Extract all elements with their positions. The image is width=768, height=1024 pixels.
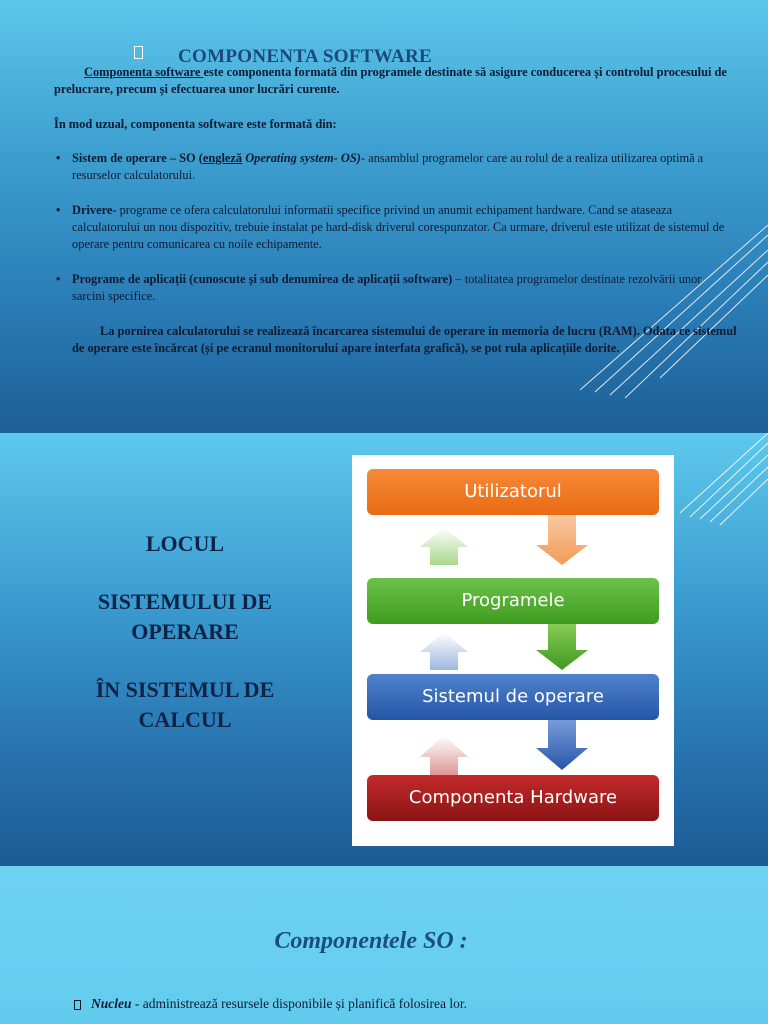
arrow-up-icon: [420, 632, 468, 670]
slide-title: COMPONENTA SOFTWARE: [178, 46, 432, 67]
arrow-up-icon: [420, 527, 468, 565]
list-item-aplicatii: • Programe de aplicații (cunoscute și sub denumirea de aplicații software) – totalitatea programelor destinate rezolvării unor sarcini specifice.: [56, 272, 702, 303]
locul-title: [60, 529, 310, 735]
so-text: - ansamblul programelor care au rolul de a realiza utilizarea optimă a resurselor calculatorului.: [72, 151, 704, 182]
drv-term: Drivere-: [72, 203, 117, 217]
locul-line-1: LOCUL: [145, 531, 225, 556]
layer-componenta-hardware: Componenta Hardware: [367, 775, 659, 821]
intro-term: Componenta software: [84, 65, 204, 79]
componentele-title: Componentele SO :: [274, 928, 468, 954]
intro-text: este componenta formată din programele destinate să asigure conducerea și controlul procesului de prelucrare, precum și efectuarea unor lucrări curente.: [54, 65, 727, 96]
arrow-down-icon: [536, 715, 588, 770]
so-en-term: Operating system- OS): [242, 151, 361, 165]
slide-componenta-software: [0, 0, 768, 433]
list-item-drivere: • Drivere- programe ce ofera calculatorului informatii specifice privind un anumit echipament hardware. Cand se ataseaza calculatorului un nou dispozitiv, trebuie instalat pe hard-disk driverul corespunzator. Ca urmare, driverul este utilizat de sistemul de operare pentru comunicarea cu noile echipamente.: [56, 203, 725, 251]
app-text: – totalitatea programelor destinate rezolvării unor sarcini specifice.: [72, 272, 702, 303]
layer-sistemul-de-operare: Sistemul de operare: [367, 674, 659, 720]
arrow-down-icon: [536, 620, 588, 670]
layer-utilizatorul: Utilizatorul: [367, 469, 659, 515]
nucleu-term: Nucleu: [91, 996, 132, 1011]
locul-line-3: ÎN SISTEMUL DE CALCUL: [95, 677, 275, 732]
app-term: Programe de aplicații (cunoscute și sub denumirea de aplicații software): [72, 272, 453, 286]
drv-text: programe ce ofera calculatorului informatii specifice privind un anumit echipament hardware. Cand se ataseaza calculatorului un nou dispozitiv, trebuie instalat pe hard-disk driverul corespunzator. Ca urmare, driverul este utilizat de sistemul de operare pentru comunicarea cu noile echipamente.: [72, 203, 725, 251]
layer-programele: Programele: [367, 578, 659, 624]
arrow-down-icon: [536, 515, 588, 565]
boot-paragraph: [72, 323, 737, 357]
slide-componentele-so: [0, 866, 768, 1024]
usual-line: În mod uzual, componenta software este formată din:: [54, 117, 337, 131]
boot-text: La pornirea calculatorului se realizează încarcarea sistemului de operare in memoria de lucru (RAM). Odata ce sistemul de operare este încărcat (și pe ecranul monitorului apare interfata grafică), se pot rula aplicațiile dorite.: [72, 324, 737, 355]
intro-paragraph: [54, 64, 734, 98]
so-term: Sistem de operare – SO (: [72, 151, 203, 165]
list-item-so: • Sistem de operare – SO (engleză Operating system- OS)- ansamblul programelor care au rolul de a realiza utilizarea optimă a resurselor calculatorului.: [56, 151, 704, 182]
locul-line-2: SISTEMULUI DE OPERARE: [97, 589, 273, 644]
nucleu-text: - administrează resursele disponibile și planifică folosirea lor.: [131, 996, 468, 1011]
bullet-square-icon: [134, 46, 143, 59]
so-engl: engleză: [202, 151, 243, 165]
list-item-nucleu: [75, 996, 467, 1012]
arrow-up-icon: [420, 735, 468, 780]
os-layers-diagram: [352, 455, 674, 846]
slide-locul-so: [0, 433, 768, 866]
